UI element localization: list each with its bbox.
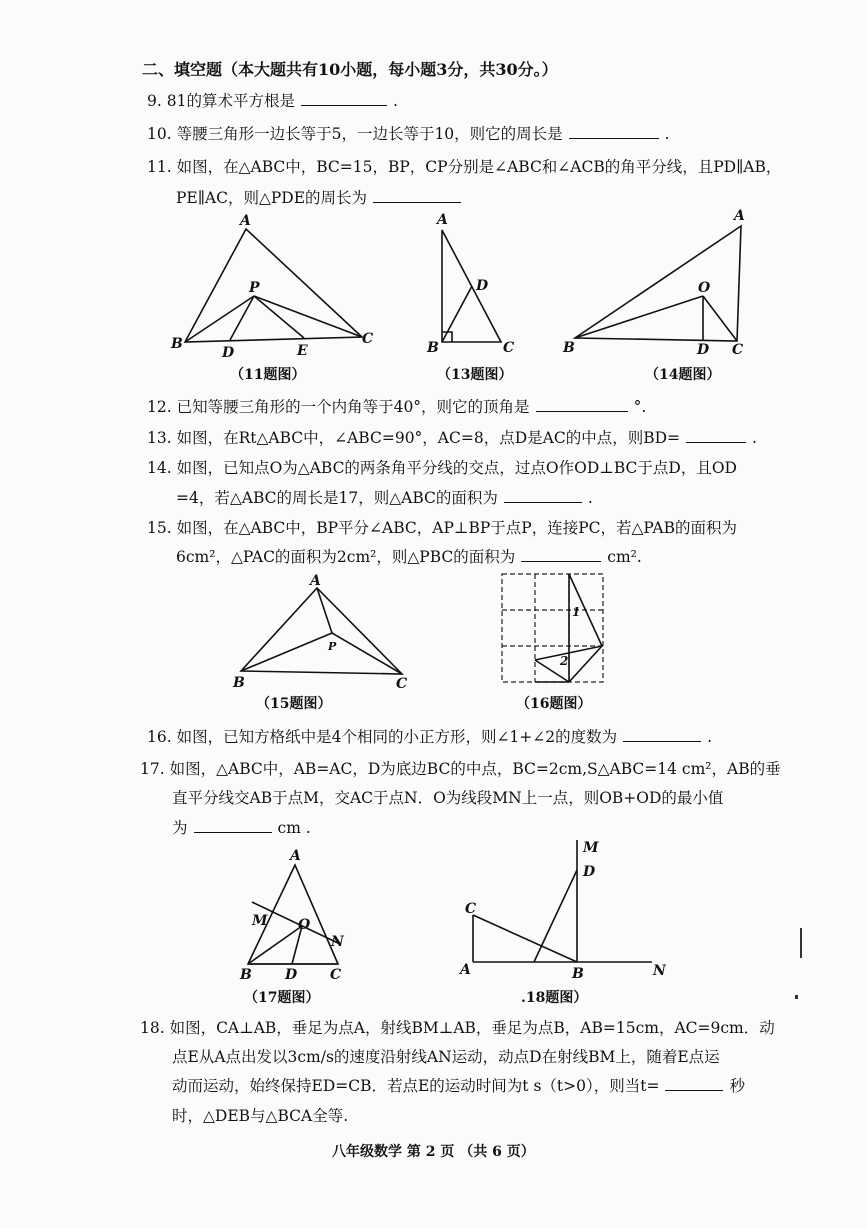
label-17-N: N — [331, 934, 344, 950]
label-13-C: C — [503, 340, 515, 356]
question-12-end: °. — [633, 398, 647, 416]
question-11-line1: 11. 如图，在△ABC中，BC=15，BP，CP分别是∠ABC和∠ACB的角平分线，且PD∥AB， — [147, 158, 782, 176]
figure-13-shape — [442, 230, 501, 342]
label-16-angle-1: 1 — [572, 605, 581, 619]
caption-fig-13: （13题图） — [437, 367, 513, 383]
question-16-text: 16. 如图，已知方格纸中是4个相同的小正方形，则∠1+∠2的度数为 — [147, 728, 618, 746]
question-18-unit: 秒 — [729, 1077, 745, 1095]
label-17-A: A — [290, 848, 301, 864]
label-14-A: A — [734, 208, 745, 224]
scan-mark — [795, 995, 798, 999]
label-11-A: A — [240, 213, 251, 229]
scan-mark — [800, 928, 802, 958]
label-15-C: C — [396, 676, 408, 692]
label-17-M: M — [252, 913, 268, 929]
figure-15-shape — [241, 588, 402, 674]
label-15-B: B — [233, 675, 245, 691]
question-11-text: PE∥AC，则△PDE的周长为 — [176, 189, 368, 207]
label-18-N: N — [653, 963, 666, 979]
question-10-text: 10. 等腰三角形一边长等于5，一边长等于10，则它的周长是 — [147, 125, 563, 143]
page-footer: 八年级数学 第 2 页 （共 6 页） — [332, 1144, 535, 1160]
question-17-line1: 17. 如图，△ABC中，AB=AC，D为底边BC的中点，BC=2cm,S△ABC=14 cm²，AB的垂 — [140, 760, 781, 778]
label-11-P: P — [249, 280, 260, 296]
label-15-A: A — [310, 573, 321, 589]
question-17-line2: 直平分线交AB于点M，交AC于点N．O为线段MN上一点，则OB+OD的最小值 — [172, 789, 724, 807]
answer-blank-15[interactable] — [521, 547, 601, 562]
question-17-line3 — [172, 816, 311, 838]
label-18-B: B — [572, 966, 584, 982]
label-17-D: D — [285, 967, 298, 983]
question-9-text: 9. 81的算术平方根是 — [147, 92, 295, 110]
question-14-end: . — [587, 489, 593, 507]
label-18-A: A — [460, 962, 471, 978]
question-15-text: 6cm²，△PAC的面积为2cm²，则△PBC的面积为 — [176, 548, 516, 566]
figure-18-shape — [473, 840, 652, 962]
question-14-text: =4，若△ABC的周长是17，则△ABC的面积为 — [176, 489, 498, 507]
question-17-text: 为 — [172, 819, 188, 837]
label-11-E: E — [297, 343, 308, 359]
question-9 — [147, 89, 398, 111]
question-17-unit: cm . — [277, 819, 311, 837]
caption-fig-15: （15题图） — [256, 696, 332, 712]
caption-fig-11: （11题图） — [230, 367, 306, 383]
label-14-C: C — [732, 342, 744, 358]
figure-11-shape — [185, 229, 362, 342]
question-18-line1: 18. 如图，CA⊥AB，垂足为点A，射线BM⊥AB，垂足为点B，AB=15cm，AC=9cm．动 — [140, 1019, 775, 1037]
label-13-D: D — [476, 278, 489, 294]
label-17-B: B — [240, 967, 252, 983]
question-9-end: . — [392, 92, 398, 110]
question-13-text: 13. 如图，在Rt△ABC中，∠ABC=90°，AC=8，点D是AC的中点，则BD= — [147, 429, 680, 447]
label-11-B: B — [171, 336, 183, 352]
caption-fig-17: （17题图） — [244, 990, 320, 1006]
figure-17-shape — [248, 865, 340, 964]
label-14-B: B — [563, 340, 575, 356]
caption-fig-18: .18题图） — [521, 990, 588, 1006]
label-18-C: C — [465, 901, 477, 917]
question-14-line2 — [176, 486, 593, 508]
question-10 — [147, 122, 670, 144]
label-18-D: D — [583, 864, 596, 880]
answer-blank-18[interactable] — [665, 1076, 723, 1091]
question-15-unit: cm². — [607, 548, 642, 566]
label-15-P: P — [328, 640, 337, 653]
answer-blank-9[interactable] — [301, 91, 387, 106]
question-15-line1: 15. 如图，在△ABC中，BP平分∠ABC，AP⊥BP于点P，连接PC，若△PAB的面积为 — [147, 519, 738, 537]
question-16-end: . — [707, 728, 713, 746]
answer-blank-13[interactable] — [686, 428, 746, 443]
answer-blank-14[interactable] — [504, 488, 582, 503]
caption-fig-14: （14题图） — [645, 367, 721, 383]
label-14-D: D — [697, 342, 710, 358]
label-16-angle-2: 2 — [560, 654, 569, 668]
question-18-line3 — [172, 1074, 745, 1096]
answer-blank-10[interactable] — [569, 124, 659, 139]
question-16 — [147, 725, 712, 747]
answer-blank-11[interactable] — [373, 188, 461, 203]
question-14-line1: 14. 如图，已知点O为△ABC的两条角平分线的交点，过点O作OD⊥BC于点D，且OD — [147, 459, 737, 477]
figure-14-shape — [575, 226, 741, 341]
label-13-B: B — [427, 340, 439, 356]
label-11-D: D — [222, 345, 235, 361]
question-11-line2 — [176, 186, 467, 208]
question-13-end: . — [752, 429, 757, 447]
question-15-line2 — [176, 545, 642, 567]
question-10-end: . — [664, 125, 670, 143]
answer-blank-12[interactable] — [536, 397, 628, 412]
question-12-text: 12. 已知等腰三角形的一个内角等于40°，则它的顶角是 — [147, 398, 530, 416]
label-17-O: O — [298, 917, 311, 933]
label-13-A: A — [437, 212, 448, 228]
question-18-line4: 时，△DEB与△BCA全等. — [172, 1107, 349, 1125]
label-17-C: C — [330, 967, 342, 983]
question-12 — [147, 395, 646, 417]
question-18-line2: 点E从A点出发以3cm/s的速度沿射线AN运动，动点D在射线BM上，随着E点运 — [172, 1048, 720, 1066]
question-13 — [147, 426, 757, 448]
label-18-M: M — [583, 840, 599, 856]
answer-blank-17[interactable] — [194, 818, 272, 833]
section-title: 二、填空题（本大题共有10小题，每小题3分，共30分。） — [142, 60, 558, 79]
question-18-text: 动而运动，始终保持ED=CB．若点E的运动时间为t s（t>0），则当t= — [172, 1077, 660, 1095]
label-14-O: O — [698, 280, 711, 296]
figure-16-shape — [535, 574, 602, 682]
figure-16-grid — [502, 574, 603, 682]
answer-blank-16[interactable] — [623, 727, 701, 742]
caption-fig-16: （16题图） — [516, 696, 592, 712]
label-11-C: C — [362, 331, 374, 347]
